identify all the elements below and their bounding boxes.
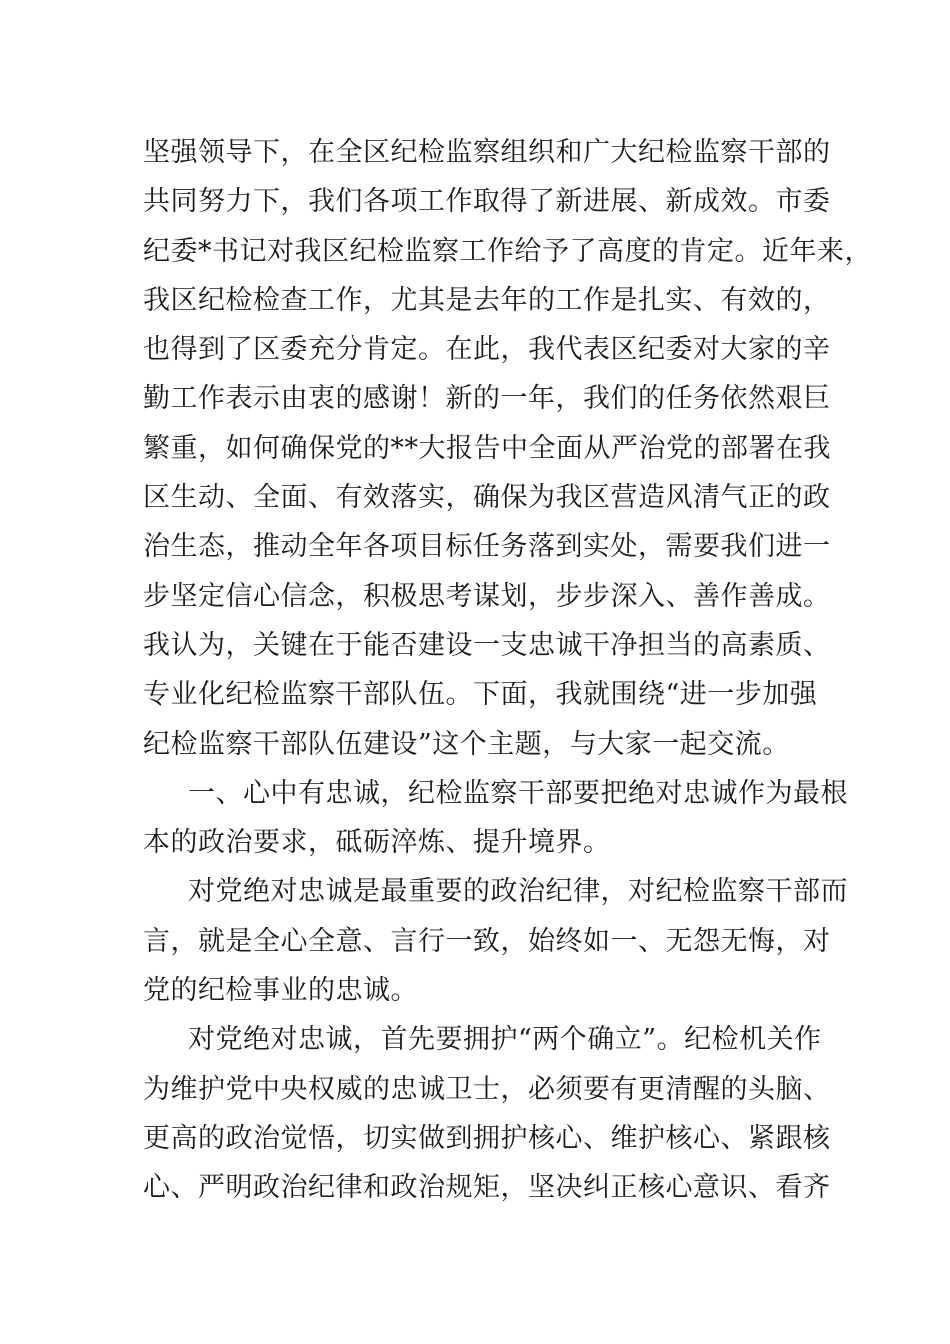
text-line: 对党绝对忠诚，首先要拥护“两个确立”。纪检机关作	[188, 1024, 822, 1056]
text-line: 纪检监察干部队伍建设”这个主题，与大家一起交流。	[143, 728, 790, 760]
text-line: 一、心中有忠诚，纪检监察干部要把绝对忠诚作为最根	[188, 777, 848, 809]
text-line: 本的政治要求，砥砺淬炼、提升境界。	[143, 827, 611, 859]
text-line: 坚强领导下，在全区纪检监察组织和广大纪检监察干部的	[143, 137, 831, 168]
text-line: 繁重，如何确保党的**大报告中全面从严治党的部署在我	[143, 432, 831, 464]
text-line: 区生动、全面、有效落实，确保为我区营造风清气正的政	[143, 482, 831, 514]
text-line: 勤工作表示由衷的感谢！新的一年，我们的任务依然艰巨	[143, 383, 831, 415]
text-line: 更高的政治觉悟，切实做到拥护核心、维护核心、紧跟核	[143, 1122, 831, 1154]
text-line: 我区纪检检查工作，尤其是去年的工作是扎实、有效的，	[143, 284, 831, 316]
text-line: 为维护党中央权威的忠诚卫士，必须要有更清醒的头脑、	[143, 1073, 831, 1105]
text-line: 对党绝对忠诚是最重要的政治纪律，对纪检监察干部而	[188, 876, 848, 908]
text-line: 共同努力下，我们各项工作取得了新进展、新成效。市委	[143, 186, 831, 218]
text-line: 纪委*书记对我区纪检监察工作给予了高度的肯定。近年来，	[143, 235, 872, 267]
body-text	[143, 128, 872, 1213]
text-line: 步坚定信心信念，积极思考谋划，步步深入、善作善成。	[143, 580, 831, 612]
text-line: 党的纪检事业的忠诚。	[143, 975, 418, 1007]
text-line: 专业化纪检监察干部队伍。下面，我就围绕“进一步加强	[143, 679, 818, 711]
text-line: 也得到了区委充分肯定。在此，我代表区纪委对大家的辛	[143, 334, 831, 366]
text-line: 我认为，关键在于能否建设一支忠诚干净担当的高素质、	[143, 629, 831, 661]
text-line: 心、严明政治纪律和政治规矩，坚决纠正核心意识、看齐	[143, 1172, 831, 1204]
text-line: 治生态，推动全年各项目标任务落到实处，需要我们进一	[143, 531, 831, 563]
text-line: 言，就是全心全意、言行一致，始终如一、无怨无悔，对	[143, 925, 831, 957]
